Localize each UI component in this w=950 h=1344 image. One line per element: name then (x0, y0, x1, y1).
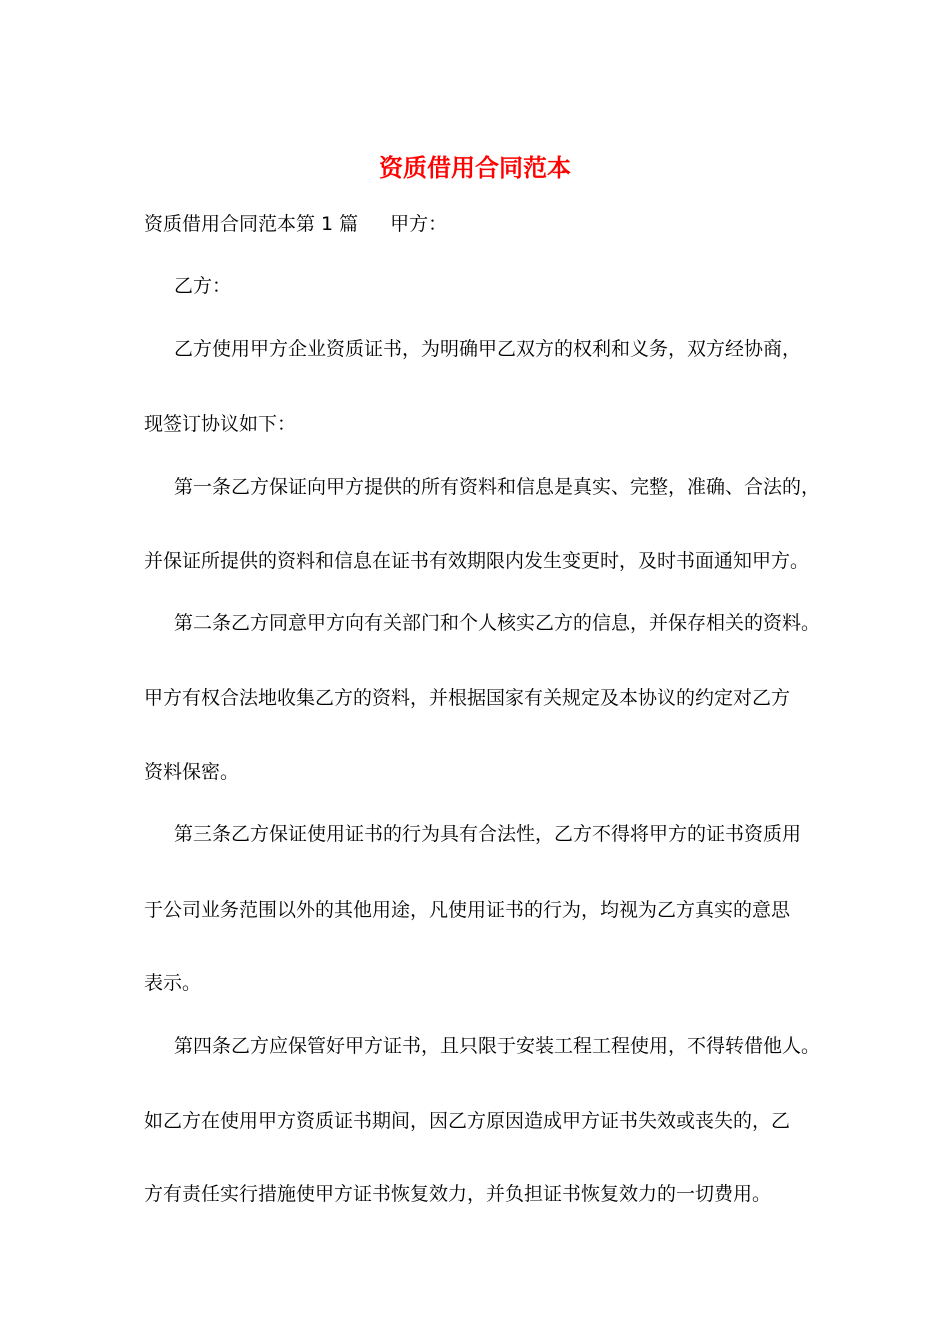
document-line-heading (144, 209, 447, 239)
document-line: 甲方有权合法地收集乙方的资料，并根据国家有关规定及本协议的约定对乙方 (144, 687, 791, 709)
document-line: 方有责任实行措施使甲方证书恢复效力，并负担证书恢复效力的一切费用。 (144, 1183, 772, 1205)
document-line: 第四条乙方应保管好甲方证书，且只限于安装工程工程使用，不得转借他人。 (174, 1035, 821, 1057)
document-line: 资料保密。 (144, 761, 240, 783)
document-line: 第一条乙方保证向甲方提供的所有资料和信息是真实、完整，准确、合法的， (174, 476, 821, 498)
document-line: 于公司业务范围以外的其他用途，凡使用证书的行为，均视为乙方真实的意思 (144, 899, 791, 921)
document-line: 如乙方在使用甲方资质证书期间，因乙方原因造成甲方证书失效或丧失的，乙 (144, 1110, 791, 1132)
document-line: 现签订协议如下： (144, 413, 297, 435)
document-line: 第三条乙方保证使用证书的行为具有合法性，乙方不得将甲方的证书资质用 (174, 823, 802, 845)
document-line: 并保证所提供的资料和信息在证书有效期限内发生变更时，及时书面通知甲方。 (144, 550, 810, 572)
document-title: 资质借用合同范本 (379, 153, 571, 182)
section-heading: 资质借用合同范本第 1 篇 (144, 213, 359, 235)
document-line: 表示。 (144, 972, 202, 994)
party-a-label: 甲方： (390, 213, 448, 235)
document-line: 乙方使用甲方企业资质证书，为明确甲乙双方的权利和义务，双方经协商， (174, 338, 802, 360)
party-b-label: 乙方： (174, 275, 232, 297)
document-line: 第二条乙方同意甲方向有关部门和个人核实乙方的信息，并保存相关的资料。 (174, 612, 821, 634)
